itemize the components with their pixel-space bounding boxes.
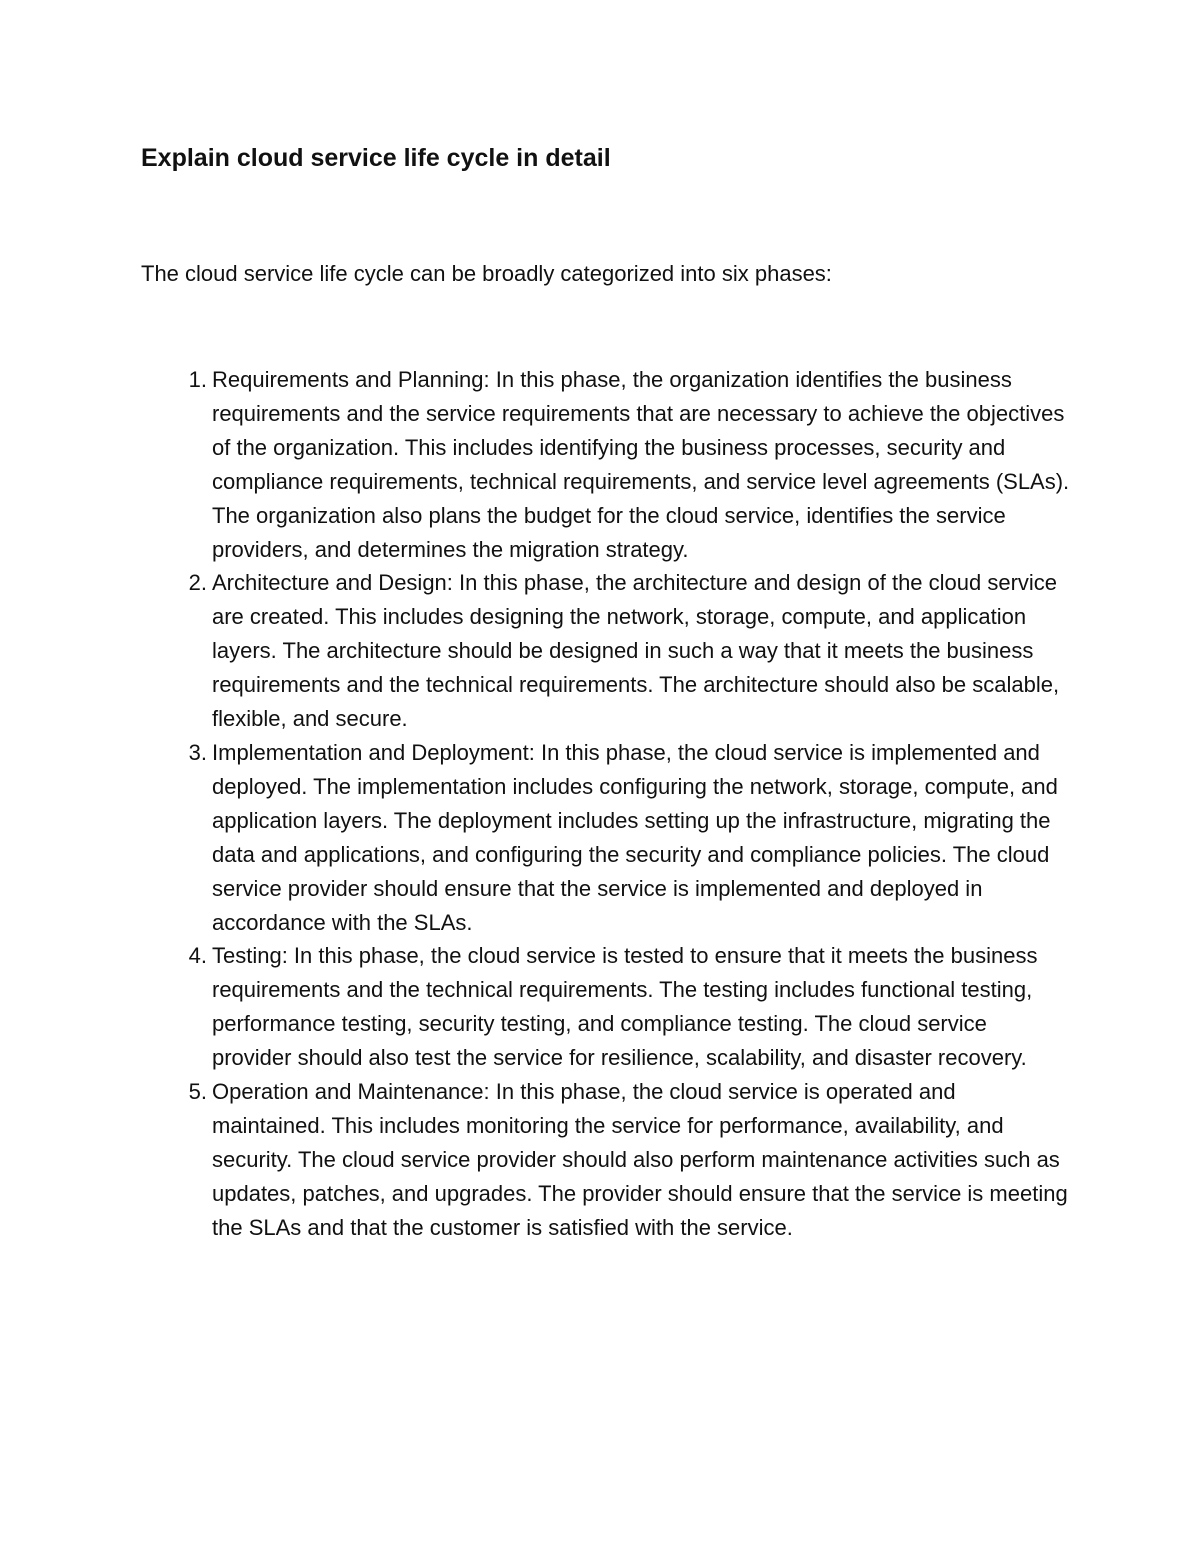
phase-item-3 [141,736,1071,939]
phase-text: Testing: In this phase, the cloud service is tested to ensure that it meets the business requirements and the technical requirements. The testing includes functional testing, performance testing, security testing, and compliance testing. The cloud service provider should also test the service for resilience, scalability, and disaster recovery. [212,943,1038,1071]
intro-paragraph: The cloud service life cycle can be broadly categorized into six phases: [141,261,832,286]
phase-number: 1. [188,367,207,392]
phase-text: Architecture and Design: In this phase, the architecture and design of the cloud service are created. This includes designing the network, storage, compute, and application layers. The architecture should be designed in such a way that it meets the business requirements and the technical requirements. The architecture should also be scalable, flexible, and secure. [212,570,1060,732]
phase-item-1 [141,363,1071,566]
phase-number: 5. [188,1079,207,1105]
phase-item-2 [141,566,1071,736]
phase-number: 4. [188,943,207,969]
phase-item-5 [141,1075,1071,1245]
phase-number: 3. [188,739,207,765]
phase-number: 2. [188,570,207,596]
phase-item-4 [141,939,1071,1075]
phase-list [141,363,1071,1245]
phase-text: Implementation and Deployment: In this phase, the cloud service is implemented and deployed. The implementation includes configuring the network, storage, compute, and application layers. The deployment includes setting up the infrastructure, migrating the data and applications, and configuring the security and compliance policies. The cloud service provider should ensure that the service is implemented and deployed in accordance with the SLAs. [212,739,1058,935]
phase-text: Requirements and Planning: In this phase, the organization identifies the business requirements and the service requirements that are necessary to achieve the objectives of the organization. This includes identifying the business processes, security and compliance requirements, technical requirements, and service level agreements (SLAs). The organization also plans the budget for the cloud service, identifies the service providers, and determines the migration strategy. [212,367,1070,562]
phase-text: Operation and Maintenance: In this phase, the cloud service is operated and maintained. This includes monitoring the service for performance, availability, and security. The cloud service provider should also perform maintenance activities such as updates, patches, and upgrades. The provider should ensure that the service is meeting the SLAs and that the customer is satisfied with the service. [212,1079,1068,1240]
document-title: Explain cloud service life cycle in detail [141,144,611,172]
